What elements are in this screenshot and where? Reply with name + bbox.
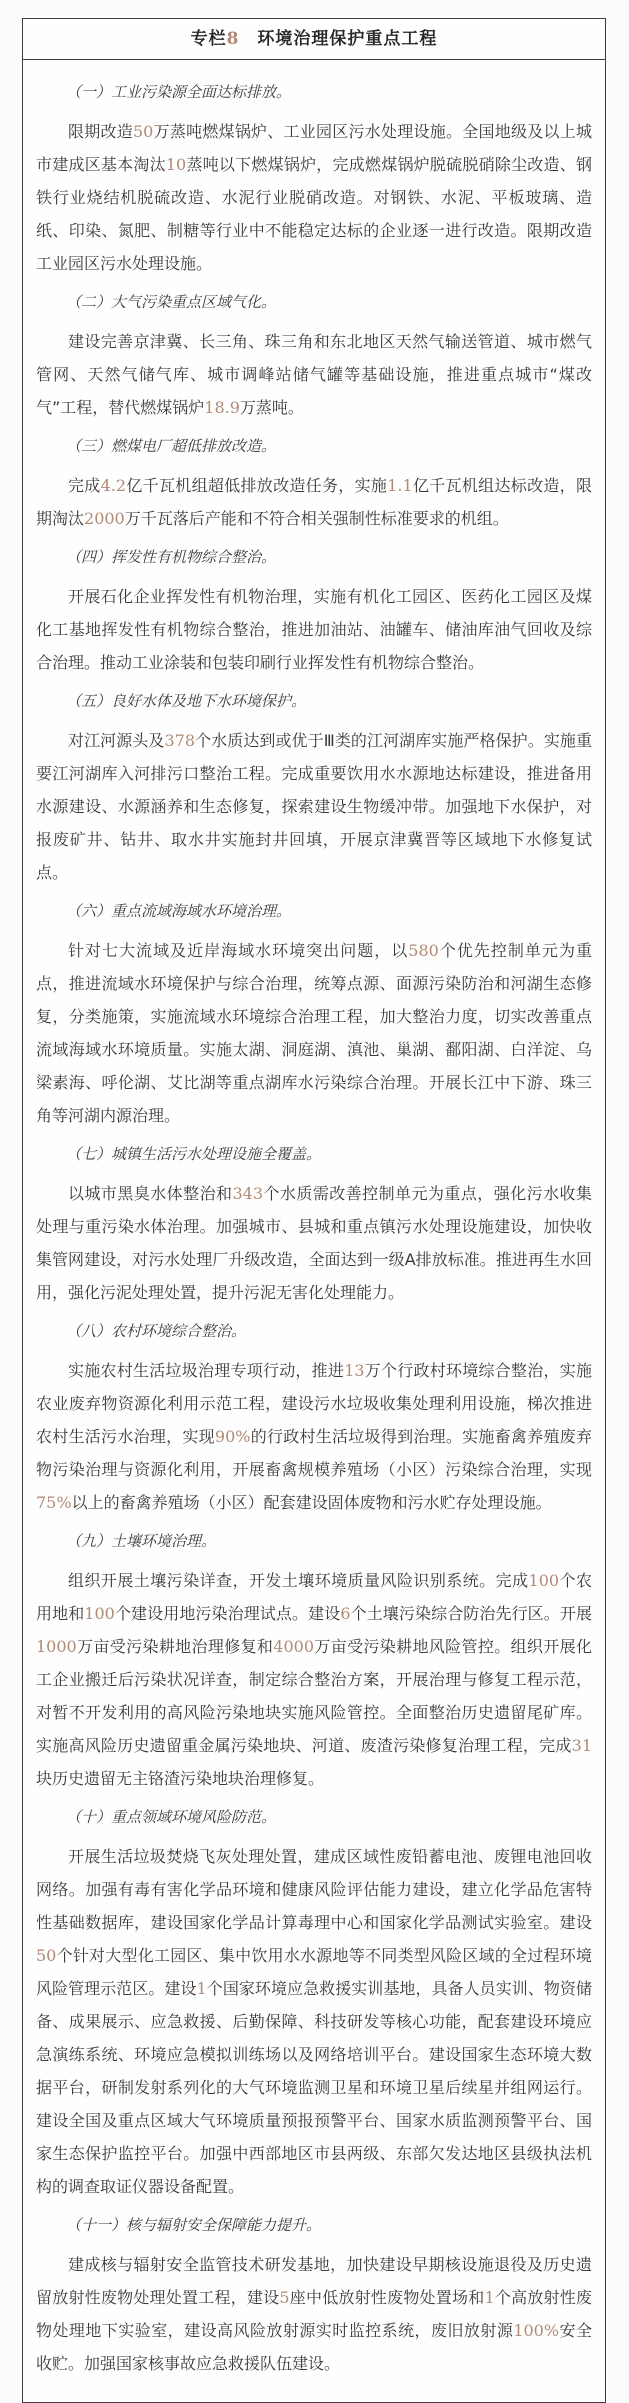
highlighted-number: 100% bbox=[513, 2321, 560, 2340]
section-heading: （八）农村环境综合整治。 bbox=[66, 1322, 247, 1340]
section-paragraph: 建设完善京津冀、长三角、珠三角和东北地区天然气输送管道、城市燃气管网、天然气储气库、城市调峰站储气罐等基础设施，推进重点城市“煤改气”工程，替代燃煤锅炉18.9万蒸吨。 bbox=[36, 332, 592, 417]
section-heading: （一）工业污染源全面达标排放。 bbox=[66, 83, 292, 101]
column-box bbox=[22, 18, 606, 2403]
highlighted-number: 13 bbox=[344, 1361, 365, 1380]
highlighted-number: 6 bbox=[340, 1604, 351, 1623]
highlighted-number: 50 bbox=[132, 122, 154, 141]
highlighted-number: 18.9 bbox=[204, 398, 240, 417]
highlighted-number: 100 bbox=[528, 1571, 560, 1590]
box-title: 专栏8 环境治理保护重点工程 bbox=[23, 19, 605, 60]
highlighted-number: 10 bbox=[165, 155, 187, 174]
highlighted-number: 1000 bbox=[36, 1637, 77, 1656]
highlighted-number: 2000 bbox=[84, 509, 125, 528]
section-paragraph: 建成核与辐射安全监管技术研发基地，加快建设早期核设施退役及历史遗留放射性废物处理处置工程，建设5座中低放射性废物处置场和1个高放射性废物处理地下实验室，建设高风险放射源实时监控系统，废旧放射源100%安全收贮。加强国家核事故应急救援队伍建设。 bbox=[36, 2255, 592, 2373]
section-heading: （十）重点领域环境风险防范。 bbox=[66, 1808, 277, 1826]
highlighted-number: 8 bbox=[226, 29, 240, 49]
highlighted-number: 50 bbox=[36, 1946, 57, 1965]
section-paragraph: 对江河源头及378个水质达到或优于Ⅲ类的江河湖库实施严格保护。实施重要江河湖库入河排污口整治工程。完成重要饮用水水源地达标建设，推进备用水源建设、水源涵养和生态修复，探索建设生物缓冲带。加强地下水保护，对报废矿井、钻井、取水井实施封井回填，开展京津冀晋等区域地下水修复试点。 bbox=[36, 731, 592, 882]
highlighted-number: 580 bbox=[408, 941, 439, 960]
section-heading: （九）土壤环境治理。 bbox=[66, 1532, 217, 1550]
section-heading: （六）重点流域海域水环境治理。 bbox=[66, 902, 292, 920]
highlighted-number: 100 bbox=[84, 1604, 115, 1623]
section-heading: （十一）核与辐射安全保障能力提升。 bbox=[66, 2216, 322, 2234]
highlighted-number: 4.2 bbox=[100, 476, 127, 495]
section-heading: （七）城镇生活污水处理设施全覆盖。 bbox=[66, 1145, 322, 1163]
highlighted-number: 378 bbox=[164, 731, 196, 750]
highlighted-number: 31 bbox=[571, 1736, 592, 1755]
section-paragraph: 针对七大流域及近岸海域水环境突出问题，以580个优先控制单元为重点，推进流域水环境保护与综合治理，统筹点源、面源污染防治和河湖生态修复，分类施策，实施流域水环境综合治理工程，加大整治力度，切实改善重点流域海域水环境质量。实施太湖、洞庭湖、滇池、巢湖、鄱阳湖、白洋淀、乌梁素海、呼伦湖、艾比湖等重点湖库水污染综合治理。开展长江中下游、珠三角等河湖内源治理。 bbox=[36, 941, 592, 1125]
section-paragraph: 完成4.2亿千瓦机组超低排放改造任务，实施1.1亿千瓦机组达标改造，限期淘汰2000万千瓦落后产能和不符合相关强制性标准要求的机组。 bbox=[36, 476, 592, 528]
section-heading: （二）大气污染重点区域气化。 bbox=[66, 293, 277, 311]
section-heading: （四）挥发性有机物综合整治。 bbox=[66, 548, 277, 566]
section-paragraph: 限期改造50万蒸吨燃煤锅炉、工业园区污水处理设施。全国地级及以上城市建成区基本淘汰10蒸吨以下燃煤锅炉，完成燃煤锅炉脱硫脱硝除尘改造、钢铁行业烧结机脱硫改造、水泥行业脱硝改造。对钢铁、水泥、平板玻璃、造纸、印染、氮肥、制糖等行业中不能稳定达标的企业逐一进行改造。限期改造工业园区污水处理设施。 bbox=[36, 122, 592, 273]
section-paragraph: 开展石化企业挥发性有机物治理，实施有机化工园区、医药化工园区及煤化工基地挥发性有机物综合整治，推进加油站、油罐车、储油库油气回收及综合治理。推动工业涂装和包装印刷行业挥发性有机物综合整治。 bbox=[36, 587, 592, 672]
section-paragraph: 组织开展土壤污染详查，开发土壤环境质量风险识别系统。完成100个农用地和100个建设用地污染治理试点。建设6个土壤污染综合防治先行区。开展1000万亩受污染耕地治理修复和4000万亩受污染耕地风险管控。组织开展化工企业搬迁后污染状况详查，制定综合整治方案，开展治理与修复工程示范，对暂不开发利用的高风险污染地块实施风险管控。全面整治历史遗留尾矿库。实施高风险历史遗留重金属污染地块、河道、废渣污染修复治理工程，完成31块历史遗留无主铬渣污染地块治理修复。 bbox=[36, 1571, 592, 1788]
highlighted-number: 4000 bbox=[273, 1637, 315, 1656]
section-paragraph: 实施农村生活垃圾治理专项行动，推进13万个行政村环境综合整治，实施农业废弃物资源化利用示范工程，建设污水垃圾收集处理利用设施，梯次推进农村生活污水治理，实现90%的行政村生活垃圾得到治理。实施畜禽养殖废弃物污染治理与资源化利用，开展畜禽规模养殖场（小区）污染综合治理，实现75%以上的畜禽养殖场（小区）配套建设固体废物和污水贮存处理设施。 bbox=[36, 1361, 592, 1512]
box-content bbox=[23, 60, 605, 2402]
highlighted-number: 343 bbox=[232, 1184, 264, 1203]
section-paragraph: 开展生活垃圾焚烧飞灰处理处置，建成区域性废铅蓄电池、废锂电池回收网络。加强有毒有害化学品环境和健康风险评估能力建设，建立化学品危害特性基础数据库，建设国家化学品计算毒理中心和国家化学品测试实验室。建设50个针对大型化工园区、集中饮用水水源地等不同类型风险区域的全过程环境风险管理示范区。建设1个国家环境应急救援实训基地，具备人员实训、物资储备、成果展示、应急救援、后勤保障、科技研发等核心功能，配套建设环境应急演练系统、环境应急模拟训练场以及网络培训平台。建设国家生态环境大数据平台，研制发射系列化的大气环境监测卫星和环境卫星后续星并组网运行。建设全国及重点区域大气环境质量预报预警平台、国家水质监测预警平台、国家生态保护监控平台。加强中西部地区市县两级、东部欠发达地区县级执法机构的调查取证仪器设备配置。 bbox=[36, 1847, 592, 2196]
section-heading: （三）燃煤电厂超低排放改造。 bbox=[66, 437, 277, 455]
highlighted-number: 5 bbox=[279, 2288, 290, 2307]
highlighted-number: 1.1 bbox=[387, 476, 413, 495]
section-heading: （五）良好水体及地下水环境保护。 bbox=[66, 692, 307, 710]
section-paragraph: 以城市黑臭水体整治和343个水质需改善控制单元为重点，强化污水收集处理与重污染水体治理。加强城市、县城和重点镇污水处理设施建设，加快收集管网建设，对污水处理厂升级改造，全面达到一级A排放标准。推进再生水回用，强化污泥处理处置，提升污泥无害化处理能力。 bbox=[36, 1184, 592, 1302]
highlighted-number: 1 bbox=[196, 1979, 207, 1998]
highlighted-number: 75% bbox=[36, 1493, 72, 1512]
highlighted-number: 1 bbox=[484, 2288, 495, 2307]
highlighted-number: 90% bbox=[214, 1427, 251, 1446]
